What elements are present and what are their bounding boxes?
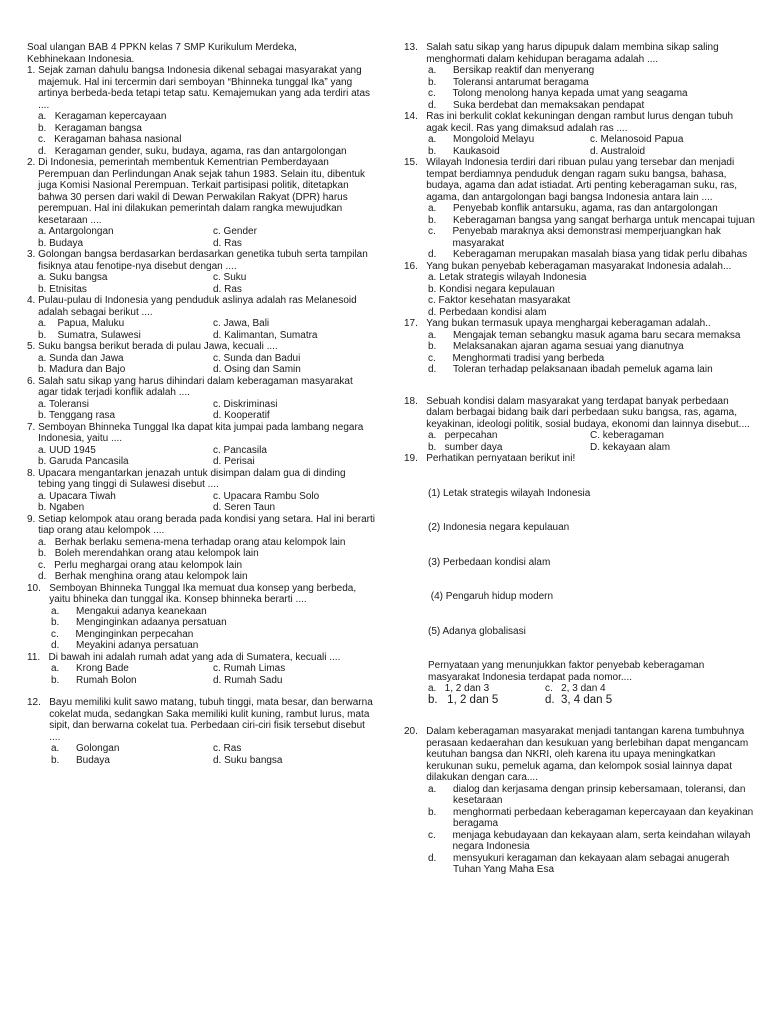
option-c: c. Perlu meghargai orang atau kelompok lain	[38, 559, 243, 571]
question-17	[404, 318, 756, 376]
question-19	[404, 453, 756, 706]
option-list	[27, 111, 375, 157]
option-c: c. Upacara Rambu Solo	[213, 490, 320, 502]
option-d: d. Suku bangsa	[213, 754, 283, 766]
question-text: Sebuah kondisi dalam masyarakat yang terdapat banyak perbedaan dalam berbagai bidang baik dari perbedaan suku bangsa, ras, agama, keyakinan, ideologi politik, sosial budaya, ekonomi dan lainnya disebut....	[426, 395, 750, 430]
option-b: b. Kaukasoid	[428, 145, 500, 157]
option-d: d. Berhak menghina orang atau kelompok lain	[38, 571, 248, 582]
question-text: Upacara mengantarkan jenazah untuk disimpan dalam gua di dinding tebing yang tinggi di Sulawesi disebut ....	[38, 467, 346, 490]
question-text: Yang bukan penyebab keberagaman masyarakat Indonesia adalah...	[426, 260, 732, 272]
option-d: d. Kooperatif	[213, 410, 270, 421]
option-c: c. Rumah Limas	[213, 663, 286, 674]
option-b: b. 1, 2 dan 5	[428, 693, 499, 706]
option-d: d. Kalimantan, Sumatra	[213, 329, 318, 341]
option-a: a. Berhak berlaku semena-mena terhadap orang atau kelompok lain	[38, 536, 346, 548]
question-7	[27, 422, 375, 468]
question-text: Di Indonesia, pemerintah membentuk Kementrian Pemberdayaan Perempuan dan Perlindungan Anak sejak tahun 1983. Selain itu, dibentuk juga Komisi Nasional Perempuan. Terkait partisipasi politik, ditetapkan bahwa 30 persen dari wakil di Dewan Perwakilan Rakyat (DPR) harus perempuan. Hal ini dilakukan pemerintah dalam rangka mewujudkan kesetaraan ....	[38, 157, 366, 226]
statement-item: (3) Perbedaan kondisi alam	[428, 556, 551, 568]
option-a: a. Upacara Tiwah	[38, 490, 116, 502]
question-11	[27, 652, 375, 687]
option-c: c. Menginginkan perpecahan	[51, 628, 194, 640]
option-grid	[404, 134, 756, 157]
statement-item: (4) Pengaruh hidup modern	[428, 591, 554, 602]
option-b: b. Toleransi antarumat beragama	[428, 76, 589, 88]
question-20	[404, 726, 756, 876]
question-15	[404, 157, 756, 261]
question-text: Wilayah Indonesia terdiri dari ribuan pulau yang tersebar dan menjadi tempat berdiamnya penduduk dengan ragam suku bangsa, bahasa, budaya, agama dan adat istiadat. Arti penting keberagaman suku, ras, agama, dan antargolongan bagi bangsa Indonesia antara lain ....	[426, 157, 738, 203]
option-grid	[27, 399, 375, 422]
option-d: d. Meyakini adanya persatuan	[51, 640, 199, 651]
option-a: a. 1, 2 dan 3	[428, 683, 490, 694]
option-d: d. mensyukuri keragaman dan kekayaan alam sebagai anugerah Tuhan Yang Maha Esa	[428, 852, 730, 875]
option-grid	[27, 491, 375, 514]
option-a: a. Krong Bade	[51, 663, 129, 674]
question-13	[404, 42, 756, 111]
question-10	[27, 583, 375, 652]
question-number: 20.	[404, 726, 427, 737]
question-3	[27, 249, 375, 295]
option-d: d. Perbedaan kondisi alam	[428, 306, 547, 318]
question-text: Semboyan Bhinneka Tunggal Ika dapat kita jumpai pada lambang negara Indonesia, yaitu ....	[38, 421, 364, 444]
header-title-line: Soal ulangan BAB 4 PPKN kelas 7 SMP Kurikulum Merdeka,	[27, 42, 297, 53]
question-text: Di bawah ini adalah rumah adat yang ada di Sumatera, kecuali ....	[48, 651, 341, 663]
option-list	[404, 330, 756, 376]
option-b: b. Budaya	[38, 237, 84, 249]
document-header	[27, 42, 375, 65]
option-d: d. Seren Taun	[213, 502, 276, 513]
option-grid	[27, 663, 375, 686]
question-4	[27, 295, 375, 341]
question-number: 9.	[27, 513, 39, 525]
question-text: Yang bukan termasuk upaya menghargai keberagaman adalah..	[426, 318, 711, 329]
option-c: c. 2, 3 dan 4	[545, 683, 606, 694]
option-c: c. Faktor kesehatan masyarakat	[428, 295, 571, 306]
option-b: b. Ngaben	[38, 502, 85, 513]
question-prompt: Pernyataan yang menunjukkan faktor penyebab keberagaman masyarakat Indonesia terdapat pada nomor....	[428, 660, 705, 683]
option-list	[404, 65, 756, 111]
option-c: c. Diskriminasi	[213, 398, 278, 410]
question-18	[404, 396, 756, 454]
option-a: a. perpecahan	[428, 430, 498, 441]
option-b: b. menghormati perbedaan keberagaman kepercayaan dan keyakinan beragama	[428, 806, 754, 829]
option-c: c. Ras	[213, 743, 242, 754]
option-a: a. UUD 1945	[38, 444, 96, 456]
question-number: 14.	[404, 111, 427, 122]
option-d: d. Ras	[213, 283, 242, 295]
option-grid	[27, 272, 375, 295]
option-b: b. Keragaman bangsa	[38, 122, 142, 134]
option-a: a. Mengajak teman sebangku masuk agama baru secara memaksa	[428, 329, 741, 341]
option-b: b. Rumah Bolon	[51, 674, 137, 686]
question-number: 10.	[27, 582, 50, 594]
option-a: a. Mongoloid Melayu	[428, 134, 535, 145]
question-12	[27, 697, 375, 766]
question-16	[404, 261, 756, 319]
option-d: d. 3, 4 dan 5	[545, 693, 613, 706]
question-number: 19.	[404, 453, 427, 464]
question-text: Semboyan Bhinneka Tunggal Ika memuat dua konsep yang berbeda, yaitu bhineka dan tunggal ika. Konsep bhinneka berarti ....	[49, 582, 357, 605]
option-c: C. keberagaman	[590, 430, 664, 441]
question-9	[27, 514, 375, 583]
option-b: b. Tenggang rasa	[38, 410, 116, 421]
question-number: 7.	[27, 421, 39, 433]
question-number: 6.	[27, 375, 39, 387]
option-d: d. Rumah Sadu	[213, 674, 283, 686]
question-1	[27, 65, 375, 157]
option-c: c. menjaga kebudayaan dan kekayaan alam, serta keindahan wilayah negara Indonesia	[428, 829, 751, 852]
statement-item: (2) Indonesia negara kepulauan	[428, 522, 570, 533]
option-d: d. Toleran terhadap pelaksanaan ibadah pemeluk agama lain	[428, 364, 713, 375]
option-grid	[27, 445, 375, 468]
option-grid	[27, 318, 375, 341]
question-number: 2.	[27, 157, 39, 168]
question-6	[27, 376, 375, 422]
option-b: b. Budaya	[51, 754, 110, 766]
option-a: a. Keragaman kepercayaan	[38, 111, 167, 122]
option-d: d. Keberagaman merupakan masalah biasa yang tidak perlu dibahas	[428, 249, 748, 260]
header-subtitle-line: Kebhinekaan Indonesia.	[27, 53, 135, 65]
question-text: Ras ini berkulit coklat kekuningan dengan rambut lurus dengan tubuh agak kecil. Ras yang dimaksud adalah ras ....	[426, 111, 734, 134]
question-text: Bayu memiliki kulit sawo matang, tubuh tinggi, mata besar, dan berwarna cokelat muda, sedangkan Saka memiliki kulit kuning, rambut lurus, mata sipit, dan berwarna cokelat tua. Perbedaan ciri-ciri fisik tersebut disebut ....	[49, 697, 373, 743]
question-text: Salah satu sikap yang harus dihindari dalam keberagaman masyarakat agar tidak terjadi konflik adalah ....	[38, 375, 353, 398]
statement-item: (1) Letak strategis wilayah Indonesia	[428, 487, 591, 499]
option-c: c. Menghormati tradisi yang berbeda	[428, 352, 605, 364]
option-b: b. Kondisi negara kepulauan	[428, 283, 555, 295]
option-a: a. Antargolongan	[38, 226, 114, 237]
option-c: c. Melanosoid Papua	[590, 134, 684, 145]
option-c: c. Sunda dan Badui	[213, 352, 301, 364]
option-a: a. Sunda dan Jawa	[38, 352, 124, 364]
option-d: d. Perisai	[213, 456, 255, 467]
statement-item: (5) Adanya globalisasi	[428, 625, 526, 637]
question-number: 13.	[404, 42, 427, 53]
option-b: b. Garuda Pancasila	[38, 456, 129, 467]
question-number: 12.	[27, 697, 50, 708]
option-d: d. Australoid	[590, 145, 646, 157]
option-c: c. Jawa, Bali	[213, 318, 270, 329]
option-list	[404, 272, 756, 318]
option-a: a. Letak strategis wilayah Indonesia	[428, 272, 587, 283]
question-14	[404, 111, 756, 157]
option-list	[404, 203, 756, 261]
question-text: Golongan bangsa berdasarkan berdasarkan genetika tubuh serta tampilan fisiknya atau fenotipe-nya disebut dengan ....	[38, 249, 368, 272]
right-column	[404, 42, 756, 876]
question-number: 4.	[27, 295, 39, 306]
option-b: b. sumber daya	[428, 441, 503, 453]
option-list	[27, 537, 375, 583]
option-b: b. Melaksanakan ajaran agama sesuai yang dianutnya	[428, 341, 684, 352]
left-column	[27, 42, 375, 766]
option-d: d. Ras	[213, 237, 242, 249]
option-c: c. Penyebab maraknya aksi demonstrasi memperjuangkan hak masyarakat	[428, 226, 721, 249]
question-text: Suku bangsa berikut berada di pulau Jawa, kecuali ....	[38, 341, 278, 352]
option-a: a. Penyebab konflik antarsuku, agama, ras dan antargolongan	[428, 203, 718, 214]
option-grid	[404, 683, 756, 706]
option-a: a. Toleransi	[38, 398, 89, 410]
option-a: a. Bersikap reaktif dan menyerang	[428, 65, 595, 76]
option-grid	[27, 743, 375, 766]
option-list	[27, 606, 375, 652]
option-a: a. Golongan	[51, 743, 120, 754]
question-number: 11.	[27, 651, 49, 663]
option-grid	[404, 430, 756, 453]
option-b: b. Etnisitas	[38, 283, 87, 295]
option-c: c. Suku	[213, 272, 247, 283]
question-text: Setiap kelompok atau orang berada pada kondisi yang setara. Hal ini berarti tiap orang atau kelompok ....	[38, 513, 375, 536]
question-number: 16.	[404, 260, 427, 272]
option-grid	[27, 353, 375, 376]
option-c: c. Keragaman bahasa nasional	[38, 134, 182, 145]
option-b: b. Boleh merendahkan orang atau kelompok lain	[38, 548, 259, 559]
option-d: d. Osing dan Samin	[213, 364, 301, 375]
option-c: c. Tolong menolong hanya kepada umat yang seagama	[428, 88, 688, 99]
question-number: 5.	[27, 341, 39, 352]
option-d: d. Keragaman gender, suku, budaya, agama, ras dan antargolongan	[38, 145, 347, 157]
option-b: b. Madura dan Bajo	[38, 364, 126, 375]
question-2	[27, 157, 375, 249]
option-b: b. Menginginkan adaanya persatuan	[51, 617, 227, 628]
option-b: b. Sumatra, Sulawesi	[38, 329, 141, 341]
option-b: b. Keberagaman bangsa yang sangat berharga untuk mencapai tujuan	[428, 214, 755, 226]
option-c: c. Gender	[213, 226, 257, 237]
option-a: a. Mengakui adanya keanekaan	[51, 605, 207, 617]
question-8	[27, 468, 375, 514]
option-d: d. Suka berdebat dan memaksakan pendapat	[428, 99, 645, 111]
question-number: 1.	[27, 65, 39, 76]
question-number: 17.	[404, 318, 427, 329]
question-number: 15.	[404, 157, 427, 168]
question-number: 18.	[404, 395, 427, 407]
question-text: Salah satu sikap yang harus dipupuk dalam membina sikap saling menghormati dalam kehidupan beragama adalah ....	[426, 42, 719, 65]
option-list	[404, 784, 756, 876]
question-number: 3.	[27, 249, 39, 260]
question-text: Sejak zaman dahulu bangsa Indonesia dikenal sebagai masyarakat yang majemuk. Hal ini tercermin dari semboyan “Bhinneka tunggal Ika” yang artinya berbeda-beda tetapi tetap satu. Kemajemukan yang ada terdiri atas ....	[38, 65, 370, 111]
option-grid	[27, 226, 375, 249]
statement-list	[404, 465, 756, 661]
question-number: 8.	[27, 467, 39, 479]
question-text: Pulau-pulau di Indonesia yang penduduk aslinya adalah ras Melanesoid adalah sebagai berikut ....	[38, 295, 357, 318]
option-a: a. dialog dan kerjasama dengan prinsip kebersamaan, toleransi, dan kesetaraan	[428, 783, 746, 806]
option-a: a. Suku bangsa	[38, 272, 108, 283]
question-5	[27, 341, 375, 376]
option-d: D. kekayaan alam	[590, 441, 671, 453]
option-a: a. Papua, Maluku	[38, 318, 125, 329]
question-text: Perhatikan pernyataan berikut ini!	[426, 453, 576, 464]
option-c: c. Pancasila	[213, 444, 267, 456]
question-text: Dalam keberagaman masyarakat menjadi tantangan karena tumbuhnya perasaan kedaerahan dan kesukuan yang berlebihan dapat mengancam keutuhan bangsa dan NKRI, oleh karena itu upaya meningkatkan kerukunan suku, pemeluk agama, dan kelompok sosial lainnya dapat dilakukan dengan cara....	[426, 726, 749, 783]
